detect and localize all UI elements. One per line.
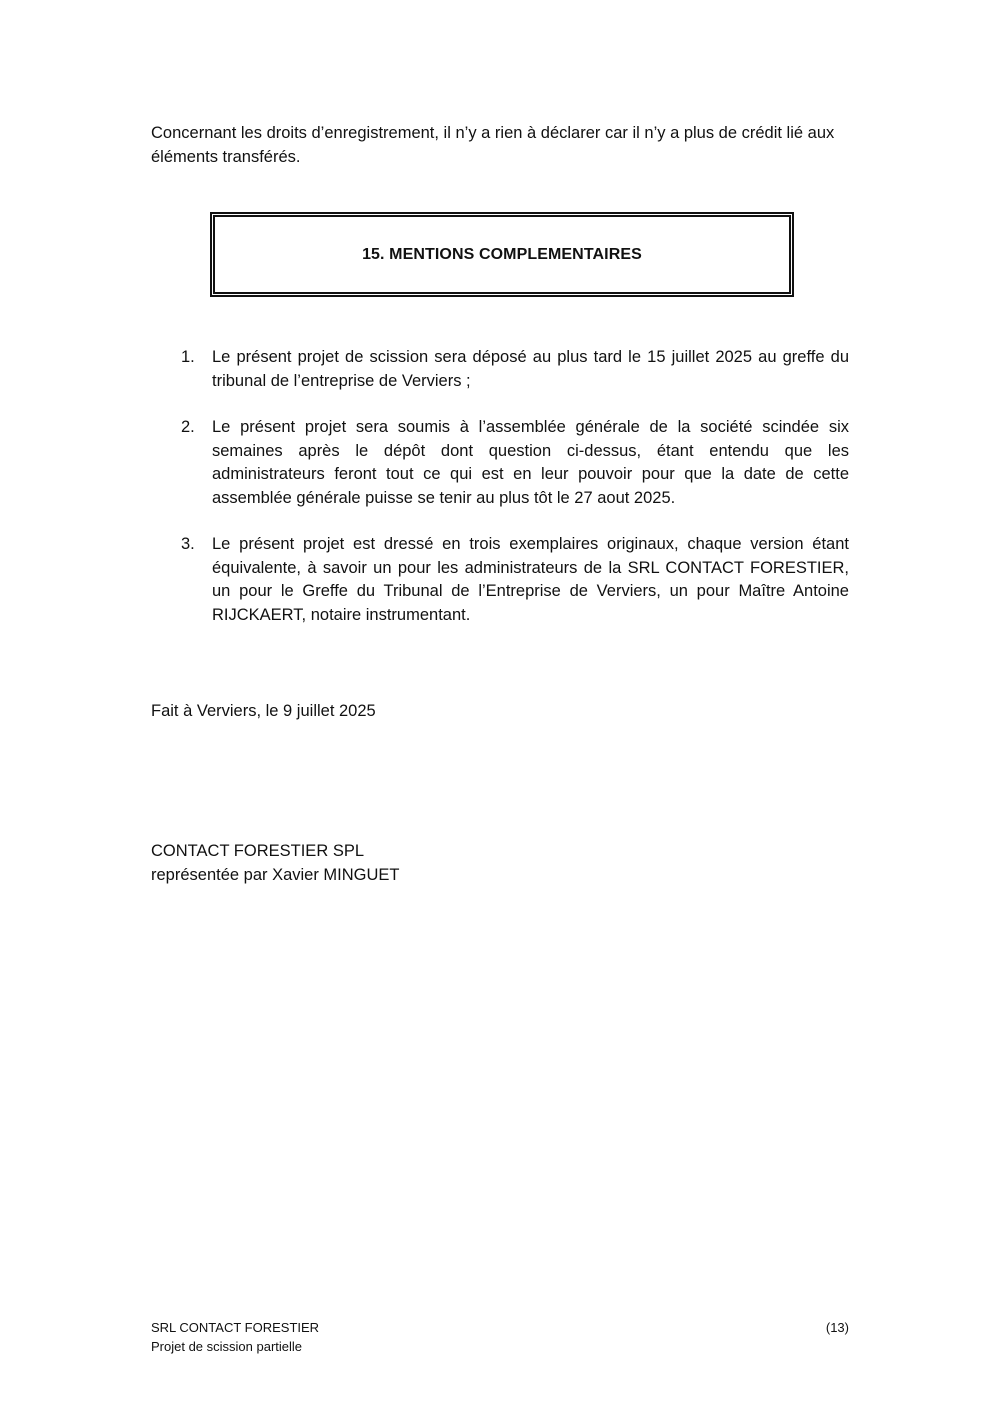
footer-company: SRL CONTACT FORESTIER [151, 1320, 320, 1335]
list-item [151, 346, 849, 393]
list-item-text: Le présent projet sera soumis à l’assemblée générale de la société scindée six semaines après le dépôt dont question ci-dessus, étant entendu que les administrateurs feront tout ce qui est en leur pouvoir pour que la date de cette assemblée générale puisse se tenir au plus tôt le 27 aout 2025. [212, 418, 849, 507]
signature-block [151, 840, 400, 887]
section-title: 15. MENTIONS COMPLEMENTAIRES [362, 245, 642, 263]
footer-left [151, 1318, 319, 1356]
signatory-representative: représentée par Xavier MINGUET [151, 865, 400, 884]
signatory-company: CONTACT FORESTIER SPL [151, 842, 365, 860]
mentions-list [151, 346, 849, 650]
footer-document-title: Projet de scission partielle [151, 1339, 303, 1354]
intro-paragraph: Concernant les droits d’enregistrement, il n’y a rien à déclarer car il n’y a plus de crédit lié aux éléments transférés. [151, 124, 835, 166]
list-item-number: 1. [181, 348, 195, 366]
section-heading-box [213, 215, 791, 294]
list-item-number: 3. [181, 535, 195, 553]
list-item [151, 416, 849, 510]
place-and-date: Fait à Verviers, le 9 juillet 2025 [151, 702, 376, 720]
page-number: (13) [825, 1320, 849, 1335]
list-item [151, 533, 849, 627]
list-item-text: Le présent projet est dressé en trois exemplaires originaux, chaque version étant équivalente, à savoir un pour les administrateurs de la SRL CONTACT FORESTIER, un pour le Greffe du Tribunal de l’Entreprise de Verviers, un pour Maître Antoine RIJCKAERT, notaire instrumentant. [212, 535, 849, 624]
list-item-text: Le présent projet de scission sera déposé au plus tard le 15 juillet 2025 au greffe du tribunal de l’entreprise de Verviers ; [212, 348, 849, 390]
list-item-number: 2. [181, 418, 195, 436]
